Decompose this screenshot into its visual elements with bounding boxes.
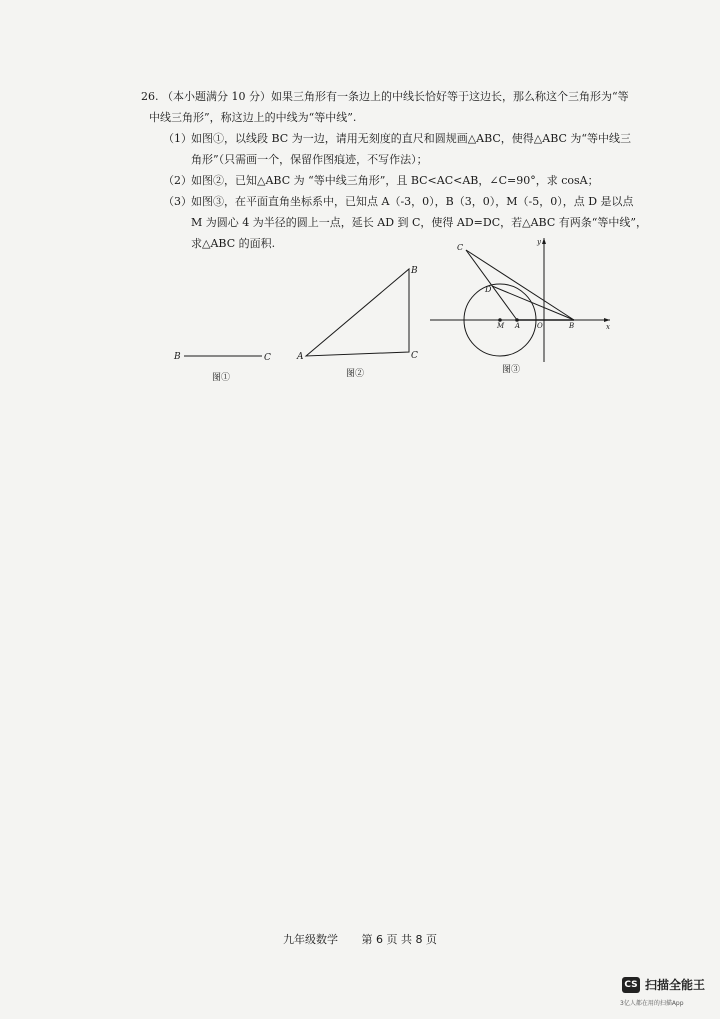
label-c: C bbox=[264, 353, 271, 363]
label-a: A bbox=[515, 322, 521, 330]
label-y: y bbox=[537, 238, 541, 246]
question-1-text-b: 角形”（只需画一个，保留作图痕迹，不写作法）； bbox=[191, 153, 428, 166]
caption-fig1: 图① bbox=[212, 373, 231, 383]
point-a bbox=[516, 319, 519, 322]
figure-captions bbox=[212, 364, 520, 383]
label-b: B bbox=[174, 352, 181, 362]
caption-fig3: 图③ bbox=[502, 365, 521, 375]
figure-2 bbox=[296, 266, 418, 362]
label-o: O bbox=[537, 322, 543, 330]
label-c: C bbox=[457, 243, 464, 252]
label-d: D bbox=[485, 285, 492, 294]
label-a: A bbox=[297, 352, 304, 362]
question-1-text-a: 如图①，以线段 BC 为一边，请用无刻度的直尺和圆规画△ABC，使得△ABC 为“等中线三 bbox=[191, 132, 632, 145]
triangle-abc bbox=[306, 269, 409, 356]
watermark-name: 扫描全能王 bbox=[645, 978, 706, 992]
scanner-watermark bbox=[622, 976, 705, 993]
label-x: x bbox=[606, 323, 610, 331]
watermark-tagline: 3亿人都在用的扫描App bbox=[620, 1000, 684, 1007]
x-axis-arrow bbox=[604, 318, 610, 322]
point-m bbox=[499, 319, 502, 322]
label-b: B bbox=[411, 266, 418, 276]
question-3-number: （3） bbox=[163, 195, 192, 208]
label-m: M bbox=[497, 322, 505, 330]
label-c: C bbox=[411, 351, 418, 361]
figures-area bbox=[0, 0, 720, 400]
question-2-number: （2） bbox=[163, 174, 192, 187]
y-axis-arrow bbox=[542, 238, 546, 244]
question-3-text-a: 如图③，在平面直角坐标系中，已知点 A（-3，0），B（3，0），M（-5，0），点 D 是以点 bbox=[191, 195, 634, 208]
page-footer bbox=[0, 931, 720, 947]
question-3-text-b: M 为圆心 4 为半径的圆上一点，延长 AD 到 C，使得 AD=DC，若△ABC 有两条“等中线”， bbox=[191, 216, 647, 229]
footer-subject: 九年级数学 bbox=[283, 933, 338, 946]
segment-cb bbox=[466, 250, 574, 320]
label-b: B bbox=[569, 322, 575, 330]
problem-stem-line2: 中线三角形”，称这边上的中线为“等中线”. bbox=[149, 111, 357, 124]
question-1-number: （1） bbox=[163, 132, 192, 145]
question-3-text-c: 求△ABC 的面积. bbox=[191, 237, 276, 250]
question-2-text: 如图②，已知△ABC 为 “等中线三角形”，且 BC<AC<AB，∠C=90°，求 cosA； bbox=[191, 174, 599, 187]
problem-stem-line1: 26. （本小题满分 10 分）如果三角形有一条边上的中线长恰好等于这边长，那么称这个三角形为“等 bbox=[141, 90, 629, 103]
caption-fig2: 图② bbox=[346, 369, 365, 379]
footer-page-number: 第 6 页 共 8 页 bbox=[361, 933, 437, 946]
figure-1 bbox=[173, 352, 271, 363]
figure-3 bbox=[430, 238, 610, 362]
camscanner-logo-icon: CS bbox=[622, 977, 640, 993]
